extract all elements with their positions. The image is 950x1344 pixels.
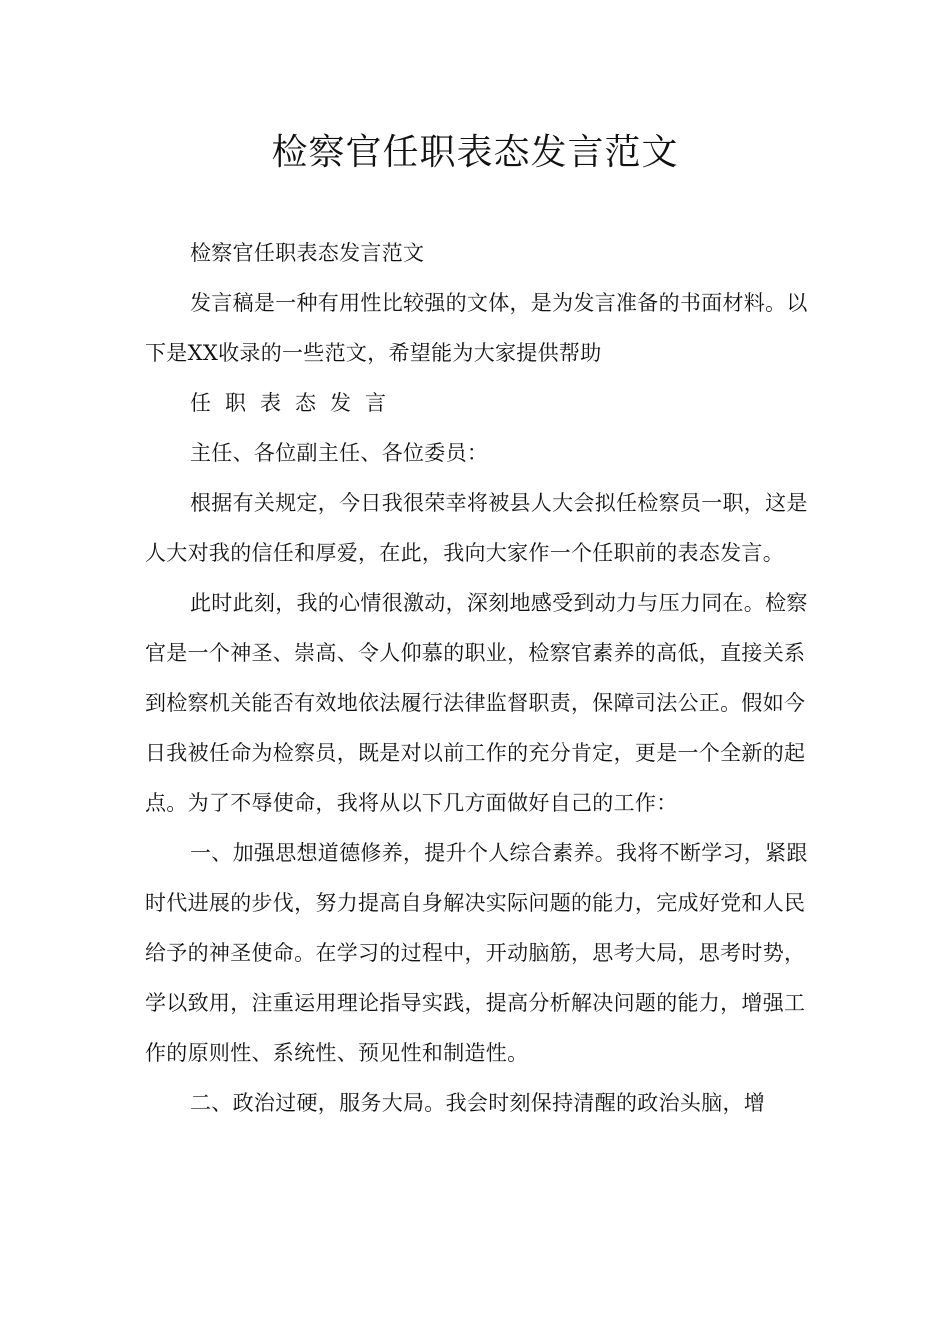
- paragraph-point-one: 一、加强思想道德修养，提升个人综合素养。我将不断学习，紧跟时代进展的步伐，努力提高自身解决实际问题的能力，完成好党和人民给予的神圣使命。在学习的过程中，开动脑筋，思考大局，思考时势，学以致用，注重运用理论指导实践，提高分析解决问题的能力，增强工作的原则性、系统性、预见性和制造性。: [145, 841, 808, 1065]
- paragraph-salutation: 主任、各位副主任、各位委员：: [190, 441, 489, 465]
- paragraph-heading: 任职表态发言: [190, 391, 400, 415]
- paragraph-subtitle: 检察官任职表态发言范文: [190, 241, 425, 265]
- document-title: 检察官任职表态发言范文: [271, 132, 679, 173]
- document-body: [145, 228, 817, 1128]
- paragraph-feelings: 此时此刻，我的心情很激动，深刻地感受到动力与压力同在。检察官是一个神圣、崇高、令人仰慕的职业，检察官素养的高低，直接关系到检察机关能否有效地依法履行法律监督职责，保障司法公正。假如今日我被任命为检察员，既是对以前工作的充分肯定，更是一个全新的起点。为了不辱使命，我将从以下几方面做好自己的工作：: [145, 591, 808, 815]
- paragraph-point-two: 二、政治过硬，服务大局。我会时刻保持清醒的政治头脑，增: [190, 1091, 766, 1115]
- paragraph-opening: 根据有关规定，今日我很荣幸将被县人大会拟任检察员一职，这是人大对我的信任和厚爱，在此，我向大家作一个任职前的表态发言。: [145, 491, 808, 565]
- paragraph-intro: 发言稿是一种有用性比较强的文体，是为发言准备的书面材料。以下是XX收录的一些范文，希望能为大家提供帮助: [145, 291, 808, 365]
